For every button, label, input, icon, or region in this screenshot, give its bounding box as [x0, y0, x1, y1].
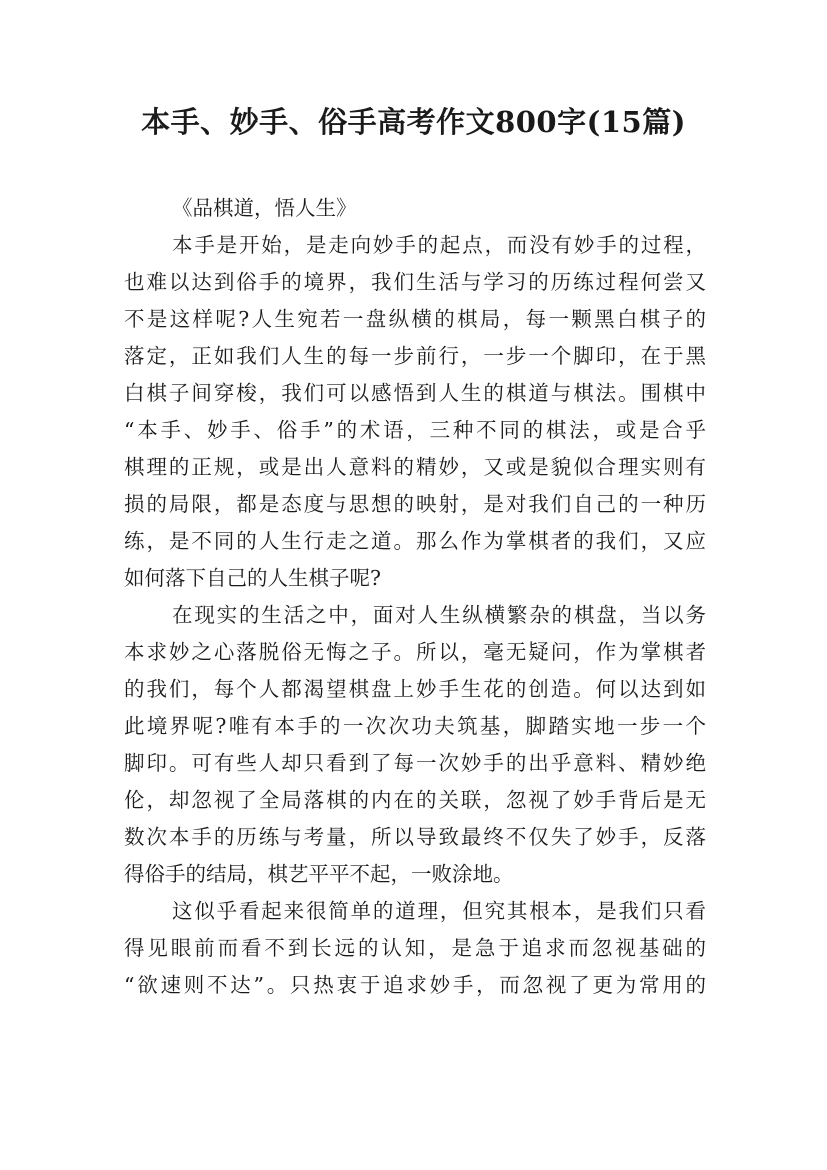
- paragraph-line: 如何落下自己的人生棋子呢?: [124, 566, 381, 590]
- paragraph: [124, 227, 706, 597]
- essay-subtitle: 《品棋道，悟人生》: [172, 196, 357, 220]
- paragraph-line: “欲速则不达”。只热衷于追求妙手，而忽视了更为常用的: [124, 973, 706, 997]
- paragraph-line: 伦，却忽视了全局落棋的内在的关联，忽视了妙手背后是无: [124, 788, 706, 812]
- paragraph-list: [124, 227, 706, 1004]
- paragraph-line: 白棋子间穿梭，我们可以感悟到人生的棋道与棋法。围棋中: [124, 381, 706, 405]
- paragraph-line: 得见眼前而看不到长远的认知，是急于追求而忽视基础的: [124, 936, 706, 960]
- paragraph-line: 此境界呢?唯有本手的一次次功夫筑基，脚踏实地一步一个: [124, 714, 706, 738]
- paragraph-line: 数次本手的历练与考量，所以导致最终不仅失了妙手，反落: [124, 825, 706, 849]
- paragraph-line: 棋理的正规，或是出人意料的精妙，又或是貌似合理实则有: [124, 455, 706, 479]
- paragraph-line: 落定，正如我们人生的每一步前行，一步一个脚印，在于黑: [124, 344, 706, 368]
- paragraph-line: 损的局限，都是态度与思想的映射，是对我们自己的一种历: [124, 492, 706, 516]
- paragraph-line: 的我们，每个人都渴望棋盘上妙手生花的创造。何以达到如: [124, 677, 706, 701]
- paragraph-line: 本手是开始，是走向妙手的起点，而没有妙手的过程，: [172, 233, 706, 257]
- paragraph-line: 练，是不同的人生行走之道。那么作为掌棋者的我们，又应: [124, 529, 706, 553]
- paragraph-line: 得俗手的结局，棋艺平平不起，一败涂地。: [124, 862, 514, 886]
- paragraph-line: 脚印。可有些人却只看到了每一次妙手的出乎意料、精妙绝: [124, 751, 706, 775]
- document-body: [124, 190, 706, 1004]
- paragraph-line: 在现实的生活之中，面对人生纵横繁杂的棋盘，当以务: [172, 603, 706, 627]
- paragraph: [124, 893, 706, 1004]
- paragraph-line: “本手、妙手、俗手”的术语，三种不同的棋法，或是合乎: [124, 418, 706, 442]
- document-title: 本手、妙手、俗手高考作文800字(15篇): [141, 105, 686, 139]
- paragraph-line: 本求妙之心落脱俗无悔之子。所以，毫无疑问，作为掌棋者: [124, 640, 706, 664]
- paragraph-line: 不是这样呢?人生宛若一盘纵横的棋局，每一颗黑白棋子的: [124, 307, 706, 331]
- paragraph: [124, 597, 706, 893]
- paragraph-line: 也难以达到俗手的境界，我们生活与学习的历练过程何尝又: [124, 270, 706, 294]
- paragraph-line: 这似乎看起来很简单的道理，但究其根本，是我们只看: [172, 899, 706, 923]
